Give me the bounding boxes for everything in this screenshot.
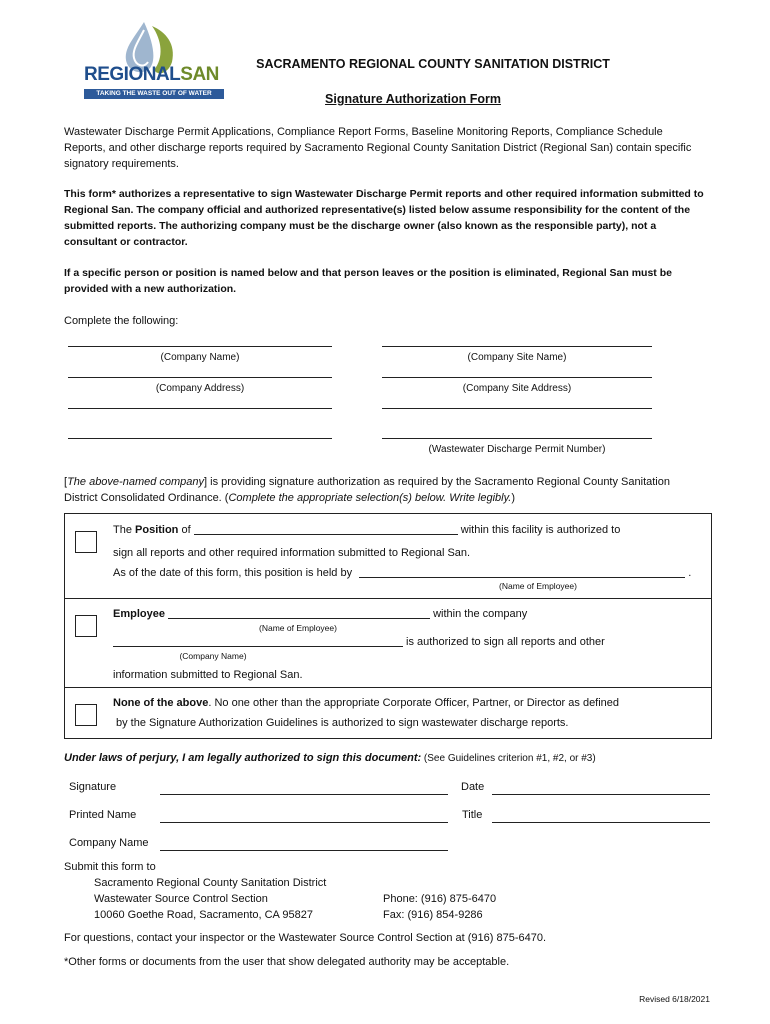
printed-name-field[interactable] [160, 822, 448, 823]
complete-following: Complete the following: [64, 315, 179, 327]
employee-after: within the company [430, 608, 528, 620]
company-name-label: Company Name [69, 837, 149, 849]
statement-close: ) [511, 492, 516, 504]
company-name-line[interactable] [68, 346, 332, 347]
position-line-2: sign all reports and other required information submitted to Regional San. [113, 547, 471, 559]
employee-line-3: information submitted to Regional San. [113, 669, 303, 681]
statement-company-ref: The above-named company [67, 476, 205, 488]
page-title: Signature Authorization Form [325, 92, 501, 106]
title-field[interactable] [492, 822, 710, 823]
employee-name-field[interactable] [168, 618, 430, 619]
submit-phone: Phone: (916) 875-6470 [383, 893, 497, 905]
company-address-line-3[interactable] [68, 438, 332, 439]
submit-heading: Submit this form to [64, 861, 156, 873]
employee-company-caption: (Company Name) [179, 651, 247, 661]
position-held-by: As of the date of this form, this position is held by [113, 567, 353, 579]
none-checkbox[interactable] [75, 704, 97, 726]
position-lead: The [113, 524, 136, 536]
company-address-caption: (Company Address) [155, 383, 245, 394]
employee-checkbox[interactable] [75, 615, 97, 637]
position-of: of [178, 524, 194, 536]
position-employee-field[interactable] [359, 577, 685, 578]
company-site-name-caption: (Company Site Name) [467, 352, 567, 363]
date-field[interactable] [492, 794, 710, 795]
none-line-1 [113, 697, 703, 709]
position-line-3 [113, 567, 713, 579]
title-label: Title [462, 809, 483, 821]
printed-name-label: Printed Name [69, 809, 137, 821]
submit-fax: Fax: (916) 854-9286 [383, 909, 483, 921]
submit-line-3: 10060 Goethe Road, Sacramento, CA 95827 [94, 909, 313, 921]
employee-after2: is authorized to sign all reports and other [403, 636, 605, 648]
permit-number-line[interactable] [382, 438, 652, 439]
org-name: SACRAMENTO REGIONAL COUNTY SANITATION DISTRICT [256, 57, 610, 71]
none-rest: . No one other than the appropriate Corporate Officer, Partner, or Director as defined [208, 697, 620, 709]
footnote-text: *Other forms or documents from the user that show delegated authority may be acceptable. [64, 956, 510, 968]
company-site-address-line[interactable] [382, 377, 652, 378]
divider [65, 598, 711, 599]
none-line-2: by the Signature Authorization Guidelines is authorized to sign wastewater discharge reports. [116, 717, 569, 729]
signature-field[interactable] [160, 794, 448, 795]
position-title-field[interactable] [194, 534, 458, 535]
position-line-1 [113, 524, 693, 536]
employee-line-2 [113, 636, 693, 648]
perjury-bold: Under laws of perjury, I am legally authorized to sign this document: [64, 752, 422, 764]
company-name-field[interactable] [160, 850, 448, 851]
questions-text: For questions, contact your inspector or the Wastewater Source Control Section at (916) 875-6470. [64, 932, 547, 944]
company-address-line-2[interactable] [68, 408, 332, 409]
signature-label: Signature [69, 781, 117, 793]
intro-paragraph-1: Wastewater Discharge Permit Applications, Compliance Report Forms, Baseline Monitoring Reports, Compliance Schedule Reports, and other discharge reports required by Sacramento Regional County Sanitation District (Regional San) contain specific signatory requirements. [64, 126, 692, 170]
divider [65, 687, 711, 688]
company-site-name-line[interactable] [382, 346, 652, 347]
statement-text: ] is providing signature authorization as required by the Sacramento Regional County Sanitation District Consolidated Ordinance. ( [64, 476, 670, 504]
perjury-statement [64, 750, 704, 767]
position-employee-caption: (Name of Employee) [499, 581, 577, 591]
authorization-options-box [64, 513, 712, 739]
date-label: Date [461, 781, 485, 793]
none-label: None of the above [113, 697, 209, 709]
intro-paragraph-3: If a specific person or position is named below and that person leaves or the position is eliminated, Regional San must be provided with a new authorization. [64, 267, 672, 295]
statement-instruction: Complete the appropriate selection(s) below. Write legibly. [228, 492, 512, 504]
regional-san-logo [84, 18, 224, 104]
company-name-caption: (Company Name) [160, 352, 240, 363]
employee-line-1 [113, 608, 673, 620]
logo-san-text: SAN [180, 64, 219, 85]
position-label: Position [135, 524, 179, 536]
submit-line-2: Wastewater Source Control Section [94, 893, 268, 905]
position-checkbox[interactable] [75, 531, 97, 553]
company-address-line[interactable] [68, 377, 332, 378]
employee-name-caption: (Name of Employee) [259, 623, 337, 633]
position-after: within this facility is authorized to [457, 524, 621, 536]
perjury-rest: (See Guidelines criterion #1, #2, or #3) [421, 753, 596, 764]
company-site-address-line-2[interactable] [382, 408, 652, 409]
revised-date: Revised 6/18/2021 [639, 994, 710, 1004]
logo-tagline: TAKING THE WASTE OUT OF WATER [84, 89, 224, 99]
authorization-statement: [The above-named company] is providing signature authorization as required by the Sacramento Regional County Sanitation District Consolidated Ordinance. (Complete the appropriate selection(s) below. Write legibly.) [64, 476, 670, 504]
intro-paragraph-2: This form* authorizes a representative to sign Wastewater Discharge Permit reports and other required information submitted to Regional San. The company official and authorized representative(s) listed below assume responsibility for the content of the submitted reports. The authorizing company must be the discharge owner (also known as the responsible party), not a consultant or contractor. [64, 188, 704, 248]
company-site-address-caption: (Company Site Address) [462, 383, 572, 394]
permit-number-caption: (Wastewater Discharge Permit Number) [428, 444, 606, 455]
position-period: . [688, 567, 692, 579]
employee-label: Employee [113, 608, 165, 620]
submit-line-1: Sacramento Regional County Sanitation District [94, 877, 327, 889]
logo-regional-text: REGIONAL [84, 64, 181, 85]
employee-company-field[interactable] [113, 646, 403, 647]
